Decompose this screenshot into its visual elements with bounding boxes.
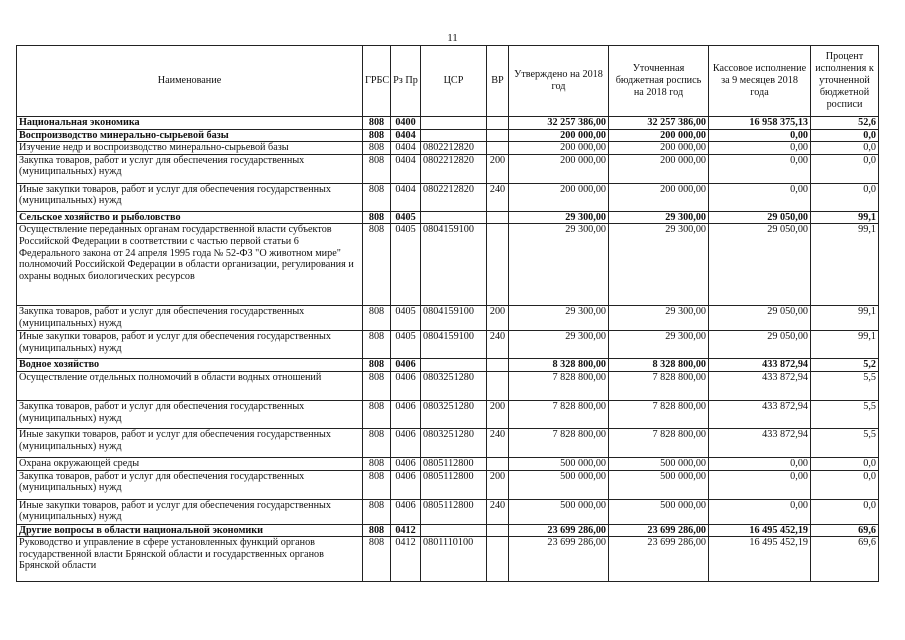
cell-rzpr: 0406 (391, 428, 421, 457)
cell-name: Закупка товаров, работ и услуг для обеспечения государственных (муниципальных) нужд (17, 154, 363, 183)
cell-rzpr: 0400 (391, 117, 421, 130)
cell-percent: 0,0 (811, 183, 879, 211)
table-row (17, 537, 879, 582)
cell-cash: 433 872,94 (709, 428, 811, 457)
table-row (17, 154, 879, 183)
cell-csr: 0802212820 (421, 142, 487, 155)
cell-percent: 0,0 (811, 457, 879, 470)
cell-approved: 29 300,00 (509, 331, 609, 359)
cell-vr (487, 371, 509, 400)
cell-csr: 0804159100 (421, 331, 487, 359)
cell-refined: 23 699 286,00 (609, 524, 709, 537)
cell-name: Национальная экономика (17, 117, 363, 130)
cell-cash: 16 495 452,19 (709, 524, 811, 537)
cell-csr: 0803251280 (421, 371, 487, 400)
cell-csr (421, 129, 487, 142)
cell-csr: 0805112800 (421, 499, 487, 524)
cell-refined: 29 300,00 (609, 306, 709, 331)
header-csr: ЦСР (421, 46, 487, 117)
cell-name: Сельское хозяйство и рыболовство (17, 211, 363, 224)
cell-grbs: 808 (363, 183, 391, 211)
cell-csr: 0803251280 (421, 428, 487, 457)
cell-grbs: 808 (363, 457, 391, 470)
cell-refined: 29 300,00 (609, 331, 709, 359)
cell-cash: 433 872,94 (709, 371, 811, 400)
cell-cash: 29 050,00 (709, 306, 811, 331)
cell-approved: 7 828 800,00 (509, 371, 609, 400)
cell-vr (487, 129, 509, 142)
cell-csr: 0801110100 (421, 537, 487, 582)
cell-name: Иные закупки товаров, работ и услуг для обеспечения государственных (муниципальных) нужд (17, 428, 363, 457)
cell-refined: 7 828 800,00 (609, 371, 709, 400)
header-refined: Уточненная бюджетная роспись на 2018 год (609, 46, 709, 117)
cell-grbs: 808 (363, 470, 391, 499)
cell-approved: 29 300,00 (509, 306, 609, 331)
table-row (17, 499, 879, 524)
cell-grbs: 808 (363, 331, 391, 359)
cell-approved: 500 000,00 (509, 470, 609, 499)
cell-cash: 16 495 452,19 (709, 537, 811, 582)
table-row (17, 470, 879, 499)
cell-vr (487, 117, 509, 130)
cell-percent: 0,0 (811, 142, 879, 155)
table-section-row (17, 211, 879, 224)
table-section-row (17, 117, 879, 130)
cell-refined: 29 300,00 (609, 211, 709, 224)
cell-cash: 29 050,00 (709, 211, 811, 224)
cell-name: Закупка товаров, работ и услуг для обеспечения государственных (муниципальных) нужд (17, 470, 363, 499)
table-row (17, 331, 879, 359)
cell-name: Водное хозяйство (17, 359, 363, 372)
cell-csr (421, 524, 487, 537)
cell-vr: 240 (487, 499, 509, 524)
cell-grbs: 808 (363, 524, 391, 537)
table-section-row (17, 524, 879, 537)
cell-approved: 200 000,00 (509, 142, 609, 155)
cell-grbs: 808 (363, 117, 391, 130)
cell-vr: 240 (487, 183, 509, 211)
table-row (17, 428, 879, 457)
cell-refined: 32 257 386,00 (609, 117, 709, 130)
cell-grbs: 808 (363, 142, 391, 155)
cell-grbs: 808 (363, 371, 391, 400)
cell-name: Воспроизводство минерально-сырьевой базы (17, 129, 363, 142)
cell-grbs: 808 (363, 428, 391, 457)
cell-vr (487, 224, 509, 306)
cell-rzpr: 0406 (391, 470, 421, 499)
table-row (17, 183, 879, 211)
cell-grbs: 808 (363, 129, 391, 142)
cell-vr: 200 (487, 154, 509, 183)
cell-refined: 500 000,00 (609, 499, 709, 524)
cell-csr: 0805112800 (421, 457, 487, 470)
cell-name: Осуществление переданных органам государственной власти субъектов Российской Федерации в соответствии с частью первой статьи 6 Федерального закона от 24 апреля 1995 года № 52-ФЗ "О животном мире" полномочий Российской Федерации в области организации, регулирования и охраны водных биологических ресурсов (17, 224, 363, 306)
table-row (17, 142, 879, 155)
cell-approved: 29 300,00 (509, 211, 609, 224)
cell-refined: 500 000,00 (609, 470, 709, 499)
cell-vr: 240 (487, 428, 509, 457)
table-row (17, 306, 879, 331)
budget-execution-table (16, 45, 879, 582)
cell-refined: 200 000,00 (609, 183, 709, 211)
cell-percent: 5,5 (811, 400, 879, 428)
cell-refined: 200 000,00 (609, 129, 709, 142)
cell-approved: 200 000,00 (509, 154, 609, 183)
cell-cash: 0,00 (709, 499, 811, 524)
cell-name: Осуществление отдельных полномочий в области водных отношений (17, 371, 363, 400)
cell-percent: 99,1 (811, 224, 879, 306)
cell-rzpr: 0404 (391, 183, 421, 211)
table-section-row (17, 129, 879, 142)
header-vr: ВР (487, 46, 509, 117)
cell-vr: 240 (487, 331, 509, 359)
table-row (17, 400, 879, 428)
cell-percent: 0,0 (811, 470, 879, 499)
cell-vr (487, 359, 509, 372)
cell-refined: 7 828 800,00 (609, 400, 709, 428)
cell-csr: 0802212820 (421, 183, 487, 211)
cell-grbs: 808 (363, 359, 391, 372)
cell-csr: 0802212820 (421, 154, 487, 183)
cell-name: Руководство и управление в сфере установленных функций органов государственной власти Брянской области и государственных органов Брянской области (17, 537, 363, 582)
cell-rzpr: 0405 (391, 211, 421, 224)
cell-name: Иные закупки товаров, работ и услуг для обеспечения государственных (муниципальных) нужд (17, 331, 363, 359)
cell-refined: 200 000,00 (609, 154, 709, 183)
cell-approved: 7 828 800,00 (509, 400, 609, 428)
cell-percent: 52,6 (811, 117, 879, 130)
cell-vr: 200 (487, 470, 509, 499)
cell-cash: 29 050,00 (709, 224, 811, 306)
cell-name: Охрана окружающей среды (17, 457, 363, 470)
cell-percent: 99,1 (811, 211, 879, 224)
header-rzpr: Рз Пр (391, 46, 421, 117)
cell-cash: 16 958 375,13 (709, 117, 811, 130)
header-cash: Кассовое исполнение за 9 месяцев 2018 года (709, 46, 811, 117)
cell-vr: 200 (487, 400, 509, 428)
cell-percent: 69,6 (811, 524, 879, 537)
cell-rzpr: 0406 (391, 499, 421, 524)
cell-approved: 23 699 286,00 (509, 537, 609, 582)
cell-grbs: 808 (363, 211, 391, 224)
cell-grbs: 808 (363, 499, 391, 524)
cell-name: Изучение недр и воспроизводство минерально-сырьевой базы (17, 142, 363, 155)
cell-csr: 0805112800 (421, 470, 487, 499)
cell-cash: 0,00 (709, 129, 811, 142)
cell-grbs: 808 (363, 537, 391, 582)
cell-refined: 23 699 286,00 (609, 537, 709, 582)
cell-cash: 29 050,00 (709, 331, 811, 359)
cell-vr (487, 211, 509, 224)
header-grbs: ГРБС (363, 46, 391, 117)
cell-percent: 99,1 (811, 306, 879, 331)
cell-name: Закупка товаров, работ и услуг для обеспечения государственных (муниципальных) нужд (17, 400, 363, 428)
cell-cash: 0,00 (709, 154, 811, 183)
cell-approved: 8 328 800,00 (509, 359, 609, 372)
cell-approved: 200 000,00 (509, 183, 609, 211)
cell-rzpr: 0406 (391, 371, 421, 400)
cell-rzpr: 0406 (391, 359, 421, 372)
cell-csr: 0803251280 (421, 400, 487, 428)
cell-approved: 29 300,00 (509, 224, 609, 306)
page-number: 11 (447, 32, 458, 44)
cell-rzpr: 0406 (391, 400, 421, 428)
cell-grbs: 808 (363, 306, 391, 331)
cell-percent: 5,5 (811, 428, 879, 457)
table-row (17, 457, 879, 470)
cell-percent: 0,0 (811, 129, 879, 142)
cell-csr: 0804159100 (421, 224, 487, 306)
cell-percent: 5,5 (811, 371, 879, 400)
cell-percent: 0,0 (811, 499, 879, 524)
cell-cash: 433 872,94 (709, 359, 811, 372)
cell-percent: 99,1 (811, 331, 879, 359)
cell-rzpr: 0405 (391, 224, 421, 306)
cell-refined: 8 328 800,00 (609, 359, 709, 372)
cell-grbs: 808 (363, 224, 391, 306)
cell-approved: 7 828 800,00 (509, 428, 609, 457)
cell-grbs: 808 (363, 154, 391, 183)
cell-vr (487, 457, 509, 470)
header-approved: Утверждено на 2018 год (509, 46, 609, 117)
cell-cash: 0,00 (709, 457, 811, 470)
cell-refined: 29 300,00 (609, 224, 709, 306)
cell-approved: 23 699 286,00 (509, 524, 609, 537)
cell-name: Иные закупки товаров, работ и услуг для обеспечения государственных (муниципальных) нужд (17, 183, 363, 211)
cell-name: Иные закупки товаров, работ и услуг для обеспечения государственных (муниципальных) нужд (17, 499, 363, 524)
cell-percent: 5,2 (811, 359, 879, 372)
header-name: Наименование (17, 46, 363, 117)
cell-refined: 200 000,00 (609, 142, 709, 155)
table-section-row (17, 359, 879, 372)
table-row (17, 224, 879, 306)
cell-approved: 32 257 386,00 (509, 117, 609, 130)
cell-csr (421, 211, 487, 224)
cell-approved: 500 000,00 (509, 457, 609, 470)
cell-percent: 0,0 (811, 154, 879, 183)
cell-vr (487, 524, 509, 537)
cell-rzpr: 0405 (391, 331, 421, 359)
cell-rzpr: 0405 (391, 306, 421, 331)
table-body (17, 117, 879, 582)
cell-name: Закупка товаров, работ и услуг для обеспечения государственных (муниципальных) нужд (17, 306, 363, 331)
cell-vr (487, 142, 509, 155)
cell-rzpr: 0412 (391, 524, 421, 537)
cell-approved: 500 000,00 (509, 499, 609, 524)
cell-approved: 200 000,00 (509, 129, 609, 142)
cell-cash: 0,00 (709, 470, 811, 499)
cell-rzpr: 0412 (391, 537, 421, 582)
cell-rzpr: 0406 (391, 457, 421, 470)
cell-percent: 69,6 (811, 537, 879, 582)
cell-cash: 0,00 (709, 142, 811, 155)
cell-refined: 500 000,00 (609, 457, 709, 470)
table-row (17, 371, 879, 400)
cell-rzpr: 0404 (391, 154, 421, 183)
cell-refined: 7 828 800,00 (609, 428, 709, 457)
cell-rzpr: 0404 (391, 142, 421, 155)
cell-vr (487, 537, 509, 582)
cell-csr: 0804159100 (421, 306, 487, 331)
cell-rzpr: 0404 (391, 129, 421, 142)
cell-vr: 200 (487, 306, 509, 331)
table-header-row (17, 46, 879, 117)
header-percent: Процент исполнения к уточненной бюджетной росписи (811, 46, 879, 117)
cell-name: Другие вопросы в области национальной экономики (17, 524, 363, 537)
cell-cash: 433 872,94 (709, 400, 811, 428)
cell-cash: 0,00 (709, 183, 811, 211)
cell-csr (421, 359, 487, 372)
cell-csr (421, 117, 487, 130)
cell-grbs: 808 (363, 400, 391, 428)
